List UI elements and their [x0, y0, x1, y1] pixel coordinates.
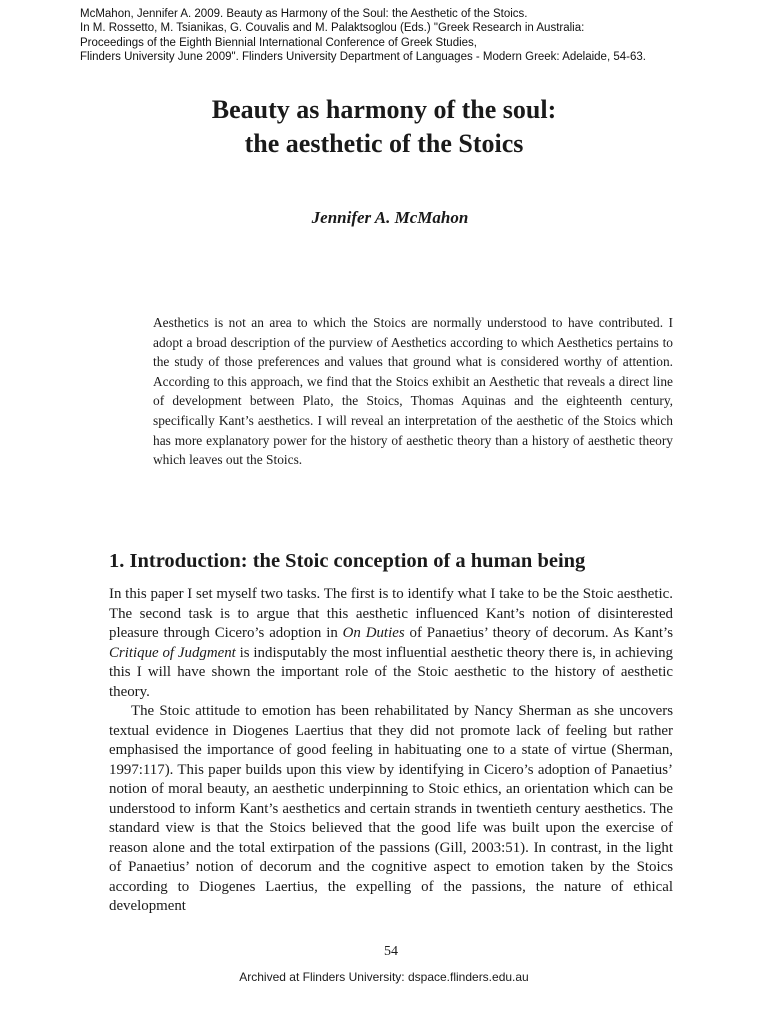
page-number: 54 — [384, 944, 398, 959]
book-title-critique-of-judgment: Critique of Judgment — [109, 644, 236, 661]
paragraph: The Stoic attitude to emotion has been rehabilitated by Nancy Sherman as she uncovers textual evidence in Diogenes Laertius that they did not promote lack of feeling but rather emphasised the importance of good feeling in habituating one to a state of virtue (Sherman, 1997:117). This paper builds upon this view by identifying in Cicero’s adoption of Panaetius’ notion of moral beauty, an aesthetic underpinning to Stoic ethics, an orientation which can be understood to inform Kant’s aesthetics and certain strands in twentieth century aesthetics. The standard view is that the Stoics believed that the good life was built upon the exercise of reason alone and the total extirpation of the passions (Gill, 2003:51). In contrast, in the light of Panaetius’ notion of decorum and the cognitive aspect to emotion taken by the Stoics according to Diogenes Laertius, the expelling of the passions, the nature of ethical development — [109, 703, 673, 914]
citation-line: Flinders University June 2009". Flinders University Department of Languages - Modern Greek: Adelaide, 54-63. — [80, 51, 646, 64]
title-line-1: Beauty as harmony of the soul: — [211, 95, 557, 124]
paragraph-text: In this paper I set myself two tasks. The first is to identify what I take to be the Stoic aesthetic. The second task is to argue that this aesthetic influenced Kant’s notion of disinterested pleasure through Cicero’s adoption in — [109, 586, 673, 641]
paragraph-text: of Panaetius’ theory of decorum. As Kant’s — [404, 625, 673, 641]
citation-header — [80, 7, 740, 65]
archive-footer: Archived at Flinders University: dspace.flinders.edu.au — [239, 970, 529, 984]
book-title-on-duties: On Duties — [342, 625, 405, 641]
citation-line: Proceedings of the Eighth Biennial International Conference of Greek Studies, — [80, 36, 477, 49]
citation-line: McMahon, Jennifer A. 2009. Beauty as Harmony of the Soul: the Aesthetic of the Stoics. — [80, 8, 528, 20]
body-text — [109, 585, 673, 917]
paragraph — [109, 585, 673, 702]
title-line-2: the aesthetic of the Stoics — [244, 129, 524, 158]
citation-line: In M. Rossetto, M. Tsianikas, G. Couvalis and M. Palaktsoglou (Eds.) "Greek Research in Australia: — [80, 22, 585, 35]
section-heading: 1. Introduction: the Stoic conception of a human being — [109, 550, 586, 572]
paragraph-text: is indisputably the most influential aesthetic theory there is, in achieving this I will have shown the important role of the Stoic aesthetic to the history of aesthetic theory. — [109, 644, 673, 700]
author-name: Jennifer A. McMahon — [311, 208, 469, 227]
paper-title — [0, 93, 768, 161]
abstract: Aesthetics is not an area to which the Stoics are normally understood to have contributed. I adopt a broad description of the purview of Aesthetics according to which Aesthetics pertains to the study of those preferences and values that ground what is considered worthy of attention. According to this approach, we find that the Stoics exhibit an Aesthetic that reveals a direct line of development between Plato, the Stoics, Thomas Aquinas and the eighteenth century, specifically Kant’s aesthetics. I will reveal an interpretation of the aesthetic of the Stoics which has more explanatory power for the history of aesthetic theory than a history of aesthetic theory which leaves out the Stoics. — [153, 315, 673, 468]
